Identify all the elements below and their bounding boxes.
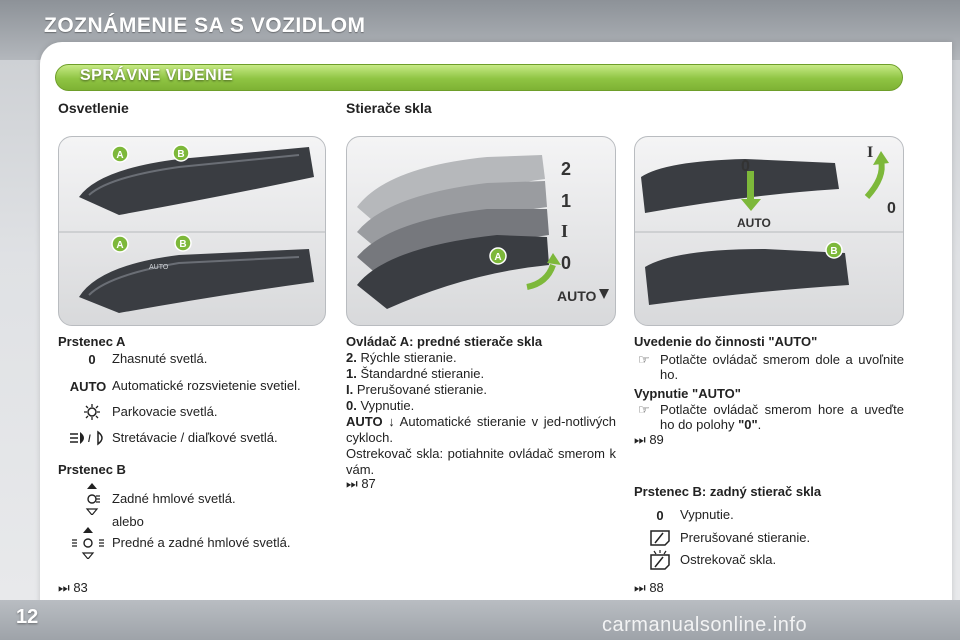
list-item: ☞ Potlačte ovládač smerom dole a uvoľnite ho. bbox=[638, 352, 904, 382]
list-item: Ostrekovač skla. bbox=[640, 549, 776, 571]
or-text: alebo bbox=[112, 514, 144, 529]
wipers-heading: Stierače skla bbox=[346, 100, 432, 116]
page-reference: ⏭ 89 bbox=[634, 432, 664, 447]
washer-description: Ostrekovač skla: potiahnite ovládač smerom k vám. bbox=[346, 446, 616, 477]
zero-icon: 0 bbox=[656, 507, 664, 523]
page-title: ZOZNÁMENIE SA S VOZIDLOM bbox=[44, 14, 366, 37]
auto-on-title: Uvedenie do činnosti "AUTO" bbox=[634, 334, 818, 349]
right-position-0-label: 0 bbox=[887, 200, 896, 217]
lighting-heading: Osvetlenie bbox=[58, 100, 129, 116]
page-reference: ⏭ 88 bbox=[634, 580, 664, 595]
dipped-main-beam-icon bbox=[64, 427, 112, 449]
auto-off-title: Vypnutie "AUTO" bbox=[634, 386, 741, 401]
page-ref-icon: ⏭ bbox=[634, 432, 646, 447]
position-1-label: 1 bbox=[561, 191, 572, 211]
position-auto-label: AUTO bbox=[557, 288, 597, 304]
photo-label-a: A bbox=[494, 252, 502, 263]
stalk-auto-marking: AUTO bbox=[149, 264, 169, 271]
zero-icon: 0 bbox=[88, 351, 96, 367]
page-reference: ⏭ 87 bbox=[346, 476, 376, 491]
rear-wiper-title: Prstenec B: zadný stierač skla bbox=[634, 484, 822, 499]
ring-b-title: Prstenec B bbox=[58, 462, 126, 477]
page-number: 12 bbox=[16, 606, 39, 628]
watermark: carmanualsonline.info bbox=[602, 614, 808, 636]
page-reference: ⏭ 83 bbox=[58, 580, 88, 595]
page-ref-icon: ⏭ bbox=[346, 476, 358, 491]
rear-fog-icon bbox=[72, 482, 112, 516]
photo-label-a-lower: A bbox=[116, 240, 124, 251]
list-item: Predné a zadné hmlové svetlá. bbox=[64, 526, 291, 560]
auto-description: AUTO ↓ Automatické stieranie v jed-notlivých cykloch. bbox=[346, 414, 616, 445]
position-2-label: 2 bbox=[561, 159, 572, 179]
list-item: AUTO Automatické rozsvietenie svetiel. bbox=[64, 375, 301, 397]
photo-label-a: A bbox=[116, 150, 124, 161]
wiper-auto-photo bbox=[634, 136, 904, 326]
list-item: Prerušované stieranie. bbox=[640, 527, 810, 549]
hand-pointer-icon: ☞ bbox=[638, 352, 650, 367]
list-item: ☞ Potlačte ovládač smerom hore a uveďte ho do polohy "0". bbox=[638, 402, 904, 432]
page-ref-icon: ⏭ bbox=[58, 580, 70, 595]
arrow-down-icon: ↓ bbox=[388, 414, 395, 429]
photo-label-b: B bbox=[830, 246, 838, 257]
intermittent-rear-wipe-icon bbox=[640, 527, 680, 549]
list-item: / Stretávacie / diaľkové svetlá. bbox=[64, 427, 278, 449]
list-item: 0. Vypnutie. bbox=[346, 398, 415, 413]
rear-washer-icon bbox=[640, 549, 680, 571]
list-item: 0 Vypnutie. bbox=[640, 504, 734, 526]
position-i-label: I bbox=[561, 221, 569, 241]
upper-auto-label: AUTO bbox=[737, 216, 771, 230]
front-rear-fog-icon bbox=[64, 526, 112, 560]
parking-lights-icon bbox=[72, 401, 112, 423]
list-item: Zadné hmlové svetlá. bbox=[72, 482, 236, 516]
list-item: 1. Štandardné stieranie. bbox=[346, 366, 485, 381]
list-item: 0 Zhasnuté svetlá. bbox=[72, 348, 207, 370]
page-ref-icon: ⏭ bbox=[634, 580, 646, 595]
photo-label-b: B bbox=[177, 149, 185, 160]
ring-a-title: Prstenec A bbox=[58, 334, 126, 349]
wiper-positions-photo bbox=[346, 136, 616, 326]
upper-position-i-label: I bbox=[867, 144, 874, 161]
section-title: SPRÁVNE VIDENIE bbox=[80, 67, 234, 84]
footer-strip bbox=[0, 600, 960, 640]
list-item: Parkovacie svetlá. bbox=[72, 401, 218, 423]
hand-pointer-icon: ☞ bbox=[638, 402, 650, 417]
control-a-title: Ovládač A: predné stierače skla bbox=[346, 334, 543, 349]
list-item: 2. Rýchle stieranie. bbox=[346, 350, 457, 365]
upper-position-0-label: 0 bbox=[741, 158, 750, 175]
position-0-label: 0 bbox=[561, 253, 572, 273]
photo-label-b-lower: B bbox=[179, 239, 187, 250]
svg-text:/: / bbox=[88, 434, 91, 445]
lighting-stalk-photo bbox=[58, 136, 326, 326]
list-item: I. Prerušované stieranie. bbox=[346, 382, 487, 397]
auto-icon: AUTO bbox=[69, 378, 107, 394]
